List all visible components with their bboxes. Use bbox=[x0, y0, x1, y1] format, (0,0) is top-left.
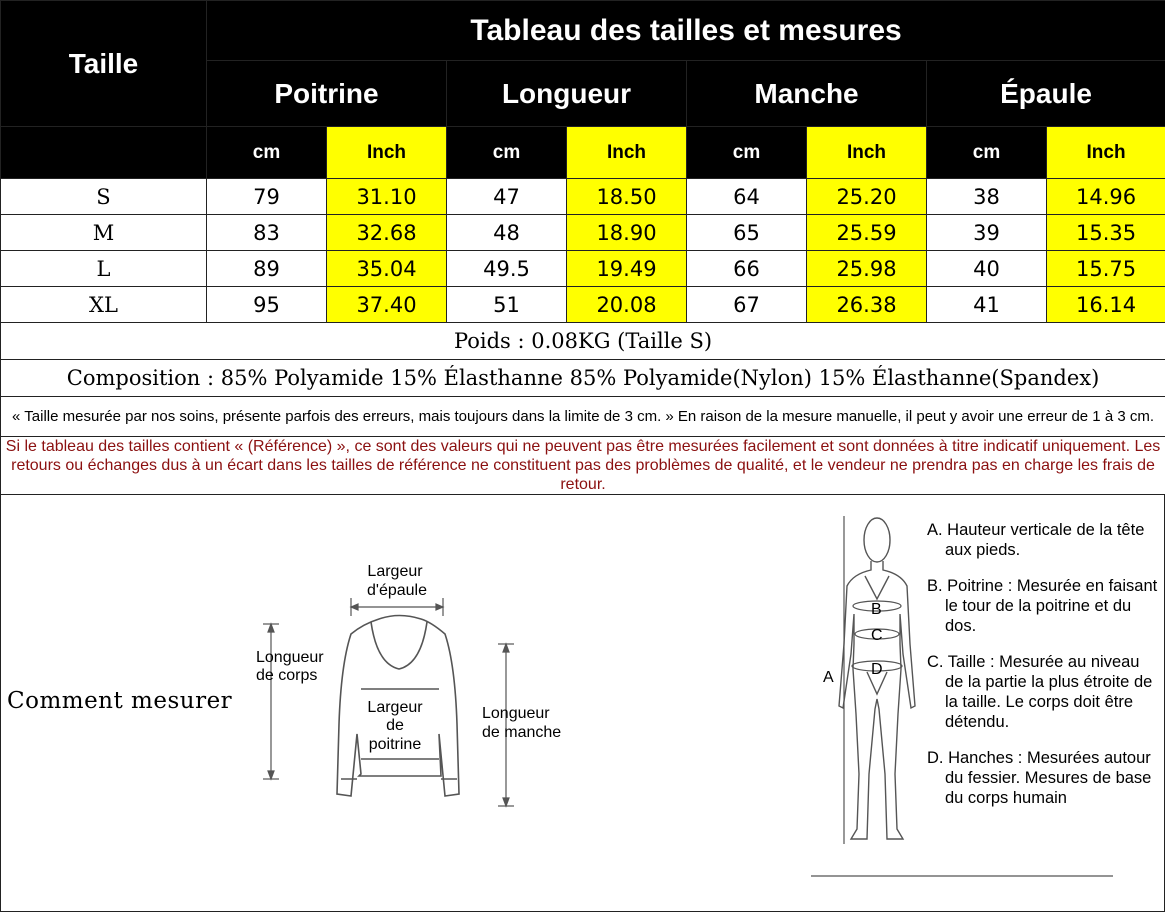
table-row bbox=[1, 179, 1165, 215]
value-cell: 67 bbox=[687, 287, 807, 323]
label-chest-width-line3: poitrine bbox=[368, 736, 422, 753]
value-cell: 25.20 bbox=[807, 179, 927, 215]
value-cell: 95 bbox=[207, 287, 327, 323]
value-cell: 47 bbox=[447, 179, 567, 215]
reference-warning: Si le tableau des tailles contient « (Référence) », ce sont des valeurs qui ne peuvent pas être mesurées facilement et sont données à titre indicatif uniquement. Les retours ou échanges dus à un écart dans les tailles de référence ne constituent pas des problèmes de qualité, et le vendeur ne prendra pas en charge les frais de retour. bbox=[1, 437, 1165, 495]
table-row bbox=[1, 215, 1165, 251]
value-cell: 25.98 bbox=[807, 251, 927, 287]
size-cell: XL bbox=[1, 287, 207, 323]
label-body-length-line2: de corps bbox=[256, 667, 318, 684]
label-shoulder-width-line1: Largeur bbox=[367, 563, 423, 580]
value-cell: 40 bbox=[927, 251, 1047, 287]
value-cell: 83 bbox=[207, 215, 327, 251]
body-letter-a: A bbox=[823, 669, 834, 686]
legend-item-c: C. Taille : Mesurée au niveau de la partie la plus étroite de la taille. Le corps doit être détendu. bbox=[927, 653, 1153, 731]
unit-cm: cm bbox=[207, 127, 327, 179]
unit-cm: cm bbox=[687, 127, 807, 179]
value-cell: 18.50 bbox=[567, 179, 687, 215]
value-cell: 37.40 bbox=[327, 287, 447, 323]
label-sleeve-length-line1: Longueur bbox=[482, 705, 550, 722]
size-header: Taille bbox=[1, 1, 207, 127]
value-cell: 89 bbox=[207, 251, 327, 287]
value-cell: 15.35 bbox=[1047, 215, 1165, 251]
body-letter-b: B bbox=[871, 601, 882, 618]
value-cell: 49.5 bbox=[447, 251, 567, 287]
unit-header-blank bbox=[1, 127, 207, 179]
value-cell: 39 bbox=[927, 215, 1047, 251]
label-chest-width-line2: de bbox=[386, 717, 404, 734]
value-cell: 25.59 bbox=[807, 215, 927, 251]
how-to-measure-section bbox=[0, 494, 1165, 912]
value-cell: 79 bbox=[207, 179, 327, 215]
body-letter-c: C bbox=[871, 627, 883, 644]
measurement-legend bbox=[927, 520, 1162, 824]
label-sleeve-length-line2: de manche bbox=[482, 724, 562, 741]
how-to-measure-label: Comment mesurer bbox=[7, 688, 233, 714]
label-chest-width-line1: Largeur bbox=[367, 699, 423, 716]
size-cell: L bbox=[1, 251, 207, 287]
unit-inch: Inch bbox=[327, 127, 447, 179]
value-cell: 65 bbox=[687, 215, 807, 251]
value-cell: 19.49 bbox=[567, 251, 687, 287]
unit-inch: Inch bbox=[807, 127, 927, 179]
unit-cm: cm bbox=[927, 127, 1047, 179]
value-cell: 31.10 bbox=[327, 179, 447, 215]
weight-info: Poids : 0.08KG (Taille S) bbox=[1, 323, 1165, 360]
size-cell: S bbox=[1, 179, 207, 215]
table-title: Tableau des tailles et mesures bbox=[207, 1, 1165, 61]
value-cell: 64 bbox=[687, 179, 807, 215]
human-body-icon bbox=[839, 518, 915, 839]
table-row bbox=[1, 287, 1165, 323]
value-cell: 32.68 bbox=[327, 215, 447, 251]
value-cell: 51 bbox=[447, 287, 567, 323]
unit-cm: cm bbox=[447, 127, 567, 179]
label-shoulder-width-line2: d'épaule bbox=[367, 582, 427, 599]
unit-inch: Inch bbox=[1047, 127, 1165, 179]
value-cell: 20.08 bbox=[567, 287, 687, 323]
value-cell: 35.04 bbox=[327, 251, 447, 287]
value-cell: 41 bbox=[927, 287, 1047, 323]
value-cell: 15.75 bbox=[1047, 251, 1165, 287]
value-cell: 38 bbox=[927, 179, 1047, 215]
legend-item-b: B. Poitrine : Mesurée en faisant le tour de la poitrine et du dos. bbox=[927, 577, 1158, 635]
composition-info: Composition : 85% Polyamide 15% Élasthanne 85% Polyamide(Nylon) 15% Élasthanne(Spandex) bbox=[1, 360, 1165, 397]
value-cell: 14.96 bbox=[1047, 179, 1165, 215]
header-poitrine: Poitrine bbox=[207, 61, 447, 127]
label-body-length-line1: Longueur bbox=[256, 649, 324, 666]
value-cell: 66 bbox=[687, 251, 807, 287]
unit-inch: Inch bbox=[567, 127, 687, 179]
legend-item-d: D. Hanches : Mesurées autour du fessier. Mesures de base du corps humain bbox=[927, 749, 1152, 807]
legend-item-a: A. Hauteur verticale de la tête aux pieds. bbox=[927, 521, 1145, 559]
table-row bbox=[1, 251, 1165, 287]
header-longueur: Longueur bbox=[447, 61, 687, 127]
value-cell: 16.14 bbox=[1047, 287, 1165, 323]
header-epaule: Épaule bbox=[927, 61, 1165, 127]
size-cell: M bbox=[1, 215, 207, 251]
value-cell: 48 bbox=[447, 215, 567, 251]
value-cell: 18.90 bbox=[567, 215, 687, 251]
body-letter-d: D bbox=[871, 661, 883, 678]
measurement-note: « Taille mesurée par nos soins, présente parfois des erreurs, mais toujours dans la limite de 3 cm. » En raison de la mesure manuelle, il peut y avoir une erreur de 1 à 3 cm. bbox=[1, 397, 1165, 437]
value-cell: 26.38 bbox=[807, 287, 927, 323]
header-manche: Manche bbox=[687, 61, 927, 127]
